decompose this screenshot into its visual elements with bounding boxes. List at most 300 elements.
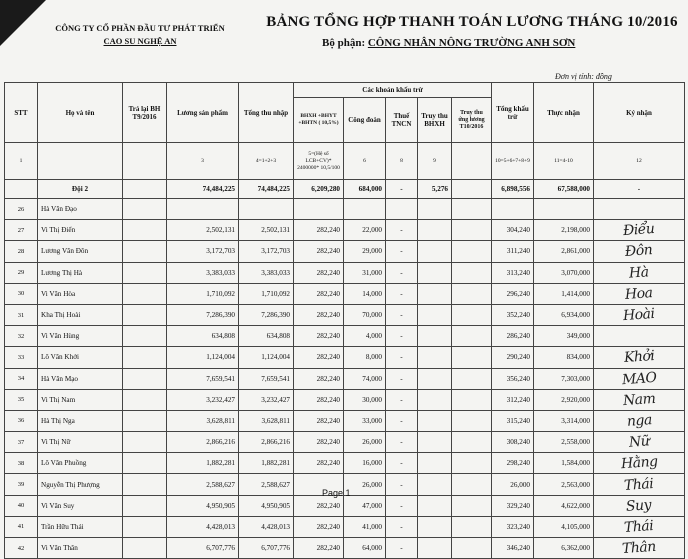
row-bh: 282,240 [294,538,344,559]
row-truy-thu [418,516,452,537]
row-stt: 42 [5,538,38,559]
row-tra-lai [123,516,167,537]
row-bh: 282,240 [294,516,344,537]
employee-rows [5,199,685,559]
row-name: Lương Thị Hà [38,262,123,283]
col-name: Họ và tên [38,83,123,143]
row-name: Lương Văn Đôn [38,241,123,262]
row-cong-doan: 26,000 [344,474,386,495]
table-row [5,283,685,304]
col-tong-khau-tru: Tổng khấu trừ [492,83,534,143]
row-tra-lai [123,474,167,495]
row-cong-doan: 74,000 [344,368,386,389]
row-bh: 282,240 [294,304,344,325]
table-row [5,262,685,283]
row-name: Hà Văn Đạo [38,199,123,220]
col-tra-lai: Trả lại BH T9/2016 [123,83,167,143]
row-thue: - [386,368,418,389]
row-thue: - [386,220,418,241]
row-tong-khau-tru: 308,240 [492,432,534,453]
row-tra-lai [123,368,167,389]
row-luong-sp: 2,866,216 [167,432,239,453]
row-tong-khau-tru: 356,240 [492,368,534,389]
formula-cell: 9 [418,143,452,180]
col-stt: STT [5,83,38,143]
row-signature [594,347,685,368]
row-name: Nguyễn Thị Phượng [38,474,123,495]
handwritten-signature: Hà [628,263,650,282]
row-tra-lai [123,304,167,325]
row-name: Trần Hữu Thái [38,516,123,537]
row-bh: 282,240 [294,495,344,516]
handwritten-signature: nga [626,412,652,430]
row-bh: 282,240 [294,262,344,283]
handwritten-signature: Nữ [628,433,650,451]
row-tong-thu-nhap: 1,882,281 [239,453,294,474]
row-luong-sp: 6,707,776 [167,538,239,559]
row-tong-thu-nhap: 1,710,092 [239,283,294,304]
row-tong-khau-tru: 290,240 [492,347,534,368]
handwritten-signature: Thái [623,475,655,494]
row-thue: - [386,474,418,495]
table-row [5,495,685,516]
row-stt: 34 [5,368,38,389]
row-signature [594,432,685,453]
formula-cell: 12 [594,143,685,180]
row-signature [594,220,685,241]
row-stt: 29 [5,262,38,283]
row-tong-thu-nhap: 3,383,033 [239,262,294,283]
table-row [5,304,685,325]
row-tong-khau-tru: 304,240 [492,220,534,241]
table-row [5,389,685,410]
row-tra-lai [123,389,167,410]
handwritten-signature: Hoa [624,284,654,303]
row-bh [294,199,344,220]
row-truy-thu-ung [452,262,492,283]
formula-cell: 8 [386,143,418,180]
handwritten-signature: Hằng [620,454,658,473]
row-tong-khau-tru: 286,240 [492,326,534,347]
row-tong-khau-tru: 329,240 [492,495,534,516]
team-tong-khau-tru: 6,898,556 [492,180,534,199]
row-tong-khau-tru: 311,240 [492,241,534,262]
row-thuc-nhan: 3,314,000 [534,410,594,431]
row-cong-doan: 8,000 [344,347,386,368]
row-thuc-nhan: 4,105,000 [534,516,594,537]
row-cong-doan: 4,000 [344,326,386,347]
col-tong-thu-nhap: Tổng thu nhập [239,83,294,143]
handwritten-signature: Hoài [622,305,656,325]
row-truy-thu [418,326,452,347]
row-truy-thu-ung [452,220,492,241]
row-tong-khau-tru: 313,240 [492,262,534,283]
table-row [5,220,685,241]
row-luong-sp: 7,659,541 [167,368,239,389]
row-name: Lô Văn Khởi [38,347,123,368]
row-cong-doan: 64,000 [344,538,386,559]
row-tra-lai [123,410,167,431]
table-row [5,347,685,368]
row-thue: - [386,304,418,325]
table-row [5,241,685,262]
row-tong-thu-nhap: 3,628,811 [239,410,294,431]
team-thue: - [386,180,418,199]
row-cong-doan: 22,000 [344,220,386,241]
row-tong-thu-nhap: 7,286,390 [239,304,294,325]
row-truy-thu [418,241,452,262]
row-name: Hà Văn Mạo [38,368,123,389]
row-bh: 282,240 [294,453,344,474]
row-luong-sp: 3,383,033 [167,262,239,283]
row-stt: 36 [5,410,38,431]
row-bh: 282,240 [294,389,344,410]
col-ky-nhan: Ký nhận [594,83,685,143]
row-truy-thu [418,453,452,474]
row-thue: - [386,516,418,537]
table-row [5,410,685,431]
row-signature [594,453,685,474]
row-truy-thu [418,410,452,431]
row-name: Vi Văn Hùng [38,326,123,347]
row-signature [594,368,685,389]
row-cong-doan: 26,000 [344,432,386,453]
row-thue: - [386,262,418,283]
row-tong-thu-nhap: 2,502,131 [239,220,294,241]
row-thuc-nhan: 4,622,000 [534,495,594,516]
row-signature [594,199,685,220]
row-truy-thu [418,220,452,241]
row-stt: 26 [5,199,38,220]
row-truy-thu [418,538,452,559]
handwritten-signature: Suy [625,496,653,515]
row-cong-doan [344,199,386,220]
row-bh: 282,240 [294,432,344,453]
row-stt: 38 [5,453,38,474]
row-tra-lai [123,241,167,262]
row-luong-sp: 634,808 [167,326,239,347]
company-name [40,22,240,48]
handwritten-signature: Thái [623,517,655,536]
col-luong-sp: Lương sản phẩm [167,83,239,143]
row-luong-sp: 3,172,703 [167,241,239,262]
row-name: Lô Văn Phuồng [38,453,123,474]
row-luong-sp: 1,124,004 [167,347,239,368]
row-thuc-nhan: 1,414,000 [534,283,594,304]
row-cong-doan: 47,000 [344,495,386,516]
row-tong-khau-tru: 346,240 [492,538,534,559]
page-number: Page 1 [322,488,351,498]
team-tra-lai [123,180,167,199]
row-truy-thu-ung [452,199,492,220]
row-truy-thu [418,262,452,283]
row-signature [594,410,685,431]
row-tong-thu-nhap: 3,172,703 [239,241,294,262]
row-tong-khau-tru: 296,240 [492,283,534,304]
currency-unit: Đơn vị tính: đồng [555,72,612,81]
row-signature [594,538,685,559]
row-tong-thu-nhap: 6,707,776 [239,538,294,559]
row-tra-lai [123,453,167,474]
row-signature [594,495,685,516]
team-subtotal-row [5,180,685,199]
row-signature [594,326,685,347]
row-stt: 28 [5,241,38,262]
row-cong-doan: 70,000 [344,304,386,325]
row-tong-thu-nhap: 2,866,216 [239,432,294,453]
row-stt: 37 [5,432,38,453]
row-thuc-nhan: 3,070,000 [534,262,594,283]
row-name: Vi Thị Nam [38,389,123,410]
formula-cell [123,143,167,180]
row-signature [594,304,685,325]
row-truy-thu-ung [452,304,492,325]
row-bh: 282,240 [294,283,344,304]
row-bh: 282,240 [294,368,344,389]
row-luong-sp: 4,428,013 [167,516,239,537]
row-signature [594,262,685,283]
row-tong-khau-tru: 323,240 [492,516,534,537]
team-truy-thu: 5,276 [418,180,452,199]
row-bh: 282,240 [294,241,344,262]
row-tra-lai [123,220,167,241]
department-name: CÔNG NHÂN NÔNG TRƯỜNG ANH SƠN [367,37,576,49]
row-signature [594,516,685,537]
row-name: Vi Thị Nữ [38,432,123,453]
formula-cell: 11=4-10 [534,143,594,180]
row-truy-thu [418,304,452,325]
row-cong-doan: 31,000 [344,262,386,283]
row-signature [594,474,685,495]
row-stt: 27 [5,220,38,241]
row-tong-khau-tru: 312,240 [492,389,534,410]
col-group-khau-tru: Các khoản khấu trừ [294,83,492,98]
row-tong-khau-tru: 315,240 [492,410,534,431]
table-row [5,538,685,559]
table-row [5,432,685,453]
row-truy-thu-ung [452,347,492,368]
row-signature [594,283,685,304]
row-cong-doan: 29,000 [344,241,386,262]
row-signature [594,241,685,262]
row-truy-thu [418,368,452,389]
team-stt [5,180,38,199]
row-thuc-nhan: 2,563,000 [534,474,594,495]
row-thuc-nhan: 1,584,000 [534,453,594,474]
row-luong-sp: 7,286,390 [167,304,239,325]
table-row [5,326,685,347]
handwritten-signature: Đôn [624,242,654,261]
col-bh: BHXH +BHYT +BHTN ( 10,5%) [294,98,344,143]
row-thuc-nhan [534,199,594,220]
row-thue: - [386,241,418,262]
row-tong-thu-nhap: 634,808 [239,326,294,347]
row-cong-doan: 41,000 [344,516,386,537]
row-bh: 282,240 [294,326,344,347]
team-luong-sp: 74,484,225 [167,180,239,199]
row-cong-doan: 14,000 [344,283,386,304]
row-thuc-nhan: 834,000 [534,347,594,368]
team-name: Đội 2 [38,180,123,199]
handwritten-signature: Điểu [622,221,656,240]
row-stt: 35 [5,389,38,410]
row-truy-thu-ung [452,495,492,516]
row-tra-lai [123,199,167,220]
row-tong-thu-nhap: 3,232,427 [239,389,294,410]
formula-cell: 1 [5,143,38,180]
header-row-1 [5,83,685,98]
row-tra-lai [123,283,167,304]
row-cong-doan: 16,000 [344,453,386,474]
row-tong-thu-nhap: 7,659,541 [239,368,294,389]
handwritten-signature: Khởi [623,348,655,367]
row-tra-lai [123,347,167,368]
row-thue: - [386,432,418,453]
team-cong-doan: 684,000 [344,180,386,199]
row-tong-thu-nhap: 2,588,627 [239,474,294,495]
row-truy-thu [418,474,452,495]
department-label: Bộ phận: [322,37,366,49]
team-thuc-nhan: 67,588,000 [534,180,594,199]
row-tong-khau-tru: 352,240 [492,304,534,325]
row-thuc-nhan: 2,558,000 [534,432,594,453]
formula-cell: 6 [344,143,386,180]
table-row [5,368,685,389]
row-thue: - [386,495,418,516]
row-truy-thu [418,199,452,220]
row-truy-thu-ung [452,326,492,347]
company-line-1: CÔNG TY CỔ PHẦN ĐẦU TƯ PHÁT TRIỂN [55,23,225,33]
row-truy-thu-ung [452,389,492,410]
row-stt: 41 [5,516,38,537]
table-row [5,516,685,537]
row-tong-thu-nhap [239,199,294,220]
team-bh: 6,209,280 [294,180,344,199]
row-thuc-nhan: 349,000 [534,326,594,347]
row-bh: 282,240 [294,410,344,431]
row-bh: 282,240 [294,220,344,241]
row-name: Vi Văn Thân [38,538,123,559]
row-truy-thu-ung [452,241,492,262]
team-tong-thu-nhap: 74,484,225 [239,180,294,199]
row-cong-doan: 30,000 [344,389,386,410]
handwritten-signature: Thân [621,538,657,558]
row-stt: 32 [5,326,38,347]
row-tong-khau-tru: 298,240 [492,453,534,474]
row-truy-thu-ung [452,432,492,453]
row-luong-sp: 3,628,811 [167,410,239,431]
col-truy-thu: Truy thu BHXH [418,98,452,143]
col-thuc-nhan: Thực nhận [534,83,594,143]
row-luong-sp: 2,588,627 [167,474,239,495]
row-name: Kha Thị Hoài [38,304,123,325]
formula-cell [452,143,492,180]
row-tong-thu-nhap: 1,124,004 [239,347,294,368]
row-truy-thu-ung [452,516,492,537]
formula-row [5,143,685,180]
row-stt: 39 [5,474,38,495]
row-luong-sp: 1,882,281 [167,453,239,474]
table-row [5,199,685,220]
handwritten-signature: Nam [622,390,656,409]
row-thuc-nhan: 6,934,000 [534,304,594,325]
row-truy-thu-ung [452,453,492,474]
row-thue: - [386,538,418,559]
row-tra-lai [123,495,167,516]
row-truy-thu [418,389,452,410]
team-truy-thu-ung [452,180,492,199]
row-thue: - [386,283,418,304]
row-thue: - [386,326,418,347]
document-title: BẢNG TỔNG HỢP THANH TOÁN LƯƠNG THÁNG 10/2016 [266,14,678,30]
col-cong-doan: Công đoàn [344,98,386,143]
row-truy-thu [418,347,452,368]
row-thuc-nhan: 2,861,000 [534,241,594,262]
row-thuc-nhan: 6,362,000 [534,538,594,559]
row-stt: 33 [5,347,38,368]
row-luong-sp [167,199,239,220]
row-tra-lai [123,538,167,559]
row-thue: - [386,389,418,410]
row-luong-sp: 4,950,905 [167,495,239,516]
row-tra-lai [123,432,167,453]
row-thue: - [386,410,418,431]
row-thue: - [386,347,418,368]
row-tong-khau-tru [492,199,534,220]
row-tra-lai [123,262,167,283]
table-row [5,453,685,474]
row-thuc-nhan: 7,303,000 [534,368,594,389]
row-bh: 282,240 [294,347,344,368]
row-truy-thu-ung [452,410,492,431]
col-thue: Thuế TNCN [386,98,418,143]
row-signature [594,389,685,410]
row-tong-thu-nhap: 4,950,905 [239,495,294,516]
row-truy-thu [418,495,452,516]
row-truy-thu [418,432,452,453]
row-cong-doan: 33,000 [344,410,386,431]
row-luong-sp: 1,710,092 [167,283,239,304]
row-luong-sp: 3,232,427 [167,389,239,410]
row-truy-thu-ung [452,474,492,495]
row-name: Vi Văn Suy [38,495,123,516]
row-thue [386,199,418,220]
formula-cell: 3 [167,143,239,180]
col-truy-thu-ung: Truy thu ứng lương T10/2016 [452,98,492,143]
row-thuc-nhan: 2,198,000 [534,220,594,241]
department-line [322,37,662,49]
row-thuc-nhan: 2,920,000 [534,389,594,410]
row-truy-thu [418,283,452,304]
formula-cell: 4=1+2+3 [239,143,294,180]
row-stt: 31 [5,304,38,325]
row-truy-thu-ung [452,283,492,304]
row-luong-sp: 2,502,131 [167,220,239,241]
row-name: Vi Văn Hòa [38,283,123,304]
row-truy-thu-ung [452,368,492,389]
formula-cell: 10=5+6+7+8+9 [492,143,534,180]
company-line-2: CAO SU NGHỆ AN [103,36,177,46]
row-tong-thu-nhap: 4,428,013 [239,516,294,537]
row-thue: - [386,453,418,474]
row-stt: 30 [5,283,38,304]
row-truy-thu-ung [452,538,492,559]
handwritten-signature: MAO [621,369,657,388]
formula-cell: 5=(Hệ số LCB+CV)* 2400000* 10,5/100 [294,143,344,180]
formula-cell [38,143,123,180]
row-name: Hà Thị Nga [38,410,123,431]
row-stt: 40 [5,495,38,516]
